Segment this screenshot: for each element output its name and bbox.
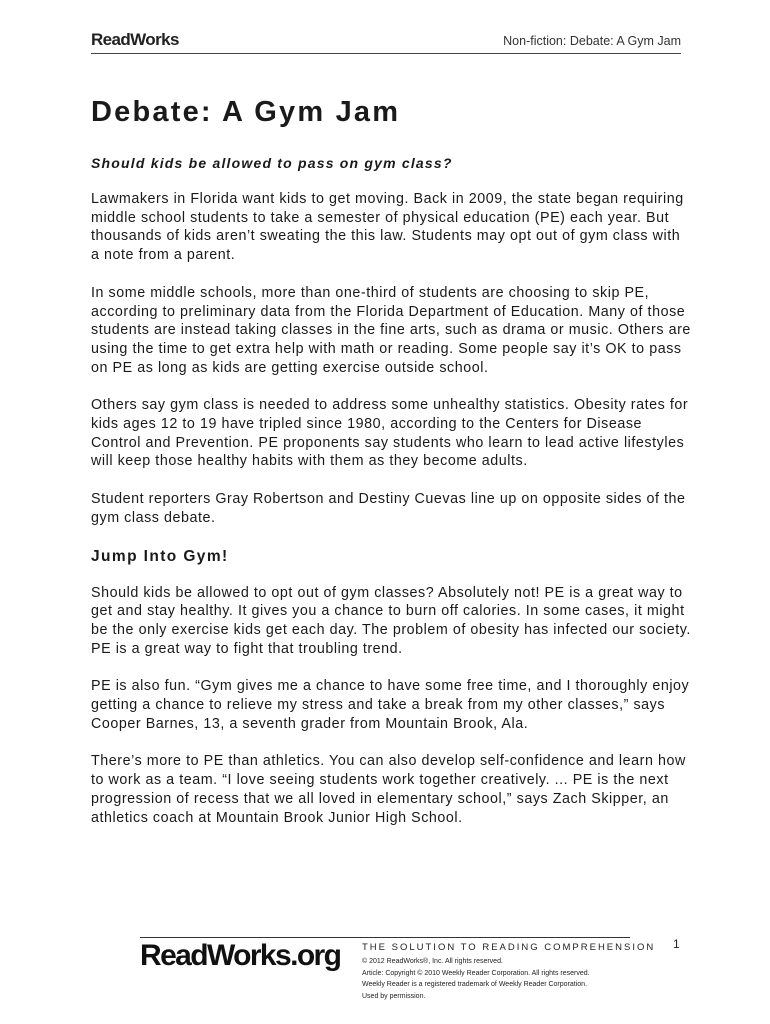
readworks-logo: ReadWorks [91, 30, 179, 49]
header-divider [91, 53, 681, 54]
copyright-line-2: Article: Copyright © 2010 Weekly Reader Corporation. All rights reserved. [362, 969, 590, 977]
intro-paragraph-1: Lawmakers in Florida want kids to get moving. Back in 2009, the state began requiring middle school students to take a semester of physical education (PE) each year. But thousands of kids aren’t sweating the this law. Students may opt out of gym class with a note from a parent. [91, 191, 684, 264]
page-number: 1 [673, 937, 680, 951]
intro-paragraph-4: Student reporters Gray Robertson and Destiny Cuevas line up on opposite sides of the gym class debate. [91, 491, 686, 526]
copyright-notice [362, 956, 662, 1002]
footer-tagline: THE SOLUTION TO READING COMPREHENSION [362, 942, 656, 953]
section-paragraph-3: There’s more to PE than athletics. You can also develop self-confidence and learn how to work as a team. “I love seeing students work together creatively. ... PE is the next progression of recess that we all loved in elementary school,” says Zach Skipper, an athletics coach at Mountain Brook Junior High School. [91, 753, 686, 826]
section-paragraph-2: PE is also fun. “Gym gives me a chance to have some free time, and I thoroughly enjoy getting a chance to relieve my stress and take a break from my other classes,” says Cooper Barnes, 13, a seventh grader from Mountain Brook, Ala. [91, 678, 690, 732]
intro-paragraph-3: Others say gym class is needed to address some unhealthy statistics. Obesity rates for kids ages 12 to 19 have tripled since 1980, according to the Centers for Disease Control and Prevention. PE proponents say students who learn to lead active lifestyles will keep those healthy habits with them as they become adults. [91, 397, 689, 470]
intro-paragraph-2: In some middle schools, more than one-third of students are choosing to skip PE, according to preliminary data from the Florida Department of Education. Many of those students are instead taking classes in the fine arts, such as drama or music. Others are using the time to get extra help with math or reading. Some people say it’s OK to pass on PE as long as kids are getting exercise outside school. [91, 284, 691, 376]
section-paragraph-1: Should kids be allowed to opt out of gym classes? Absolutely not! PE is a great way to get and stay healthy. It gives you a chance to burn off calories. In some cases, it might be the only exercise kids get each day. The problem of obesity has infected our society. PE is a great way to fight that troubling trend. [91, 584, 691, 657]
article-body [91, 94, 691, 846]
article-subtitle: Should kids be allowed to pass on gym class? [91, 155, 453, 171]
readworks-org-logo: ReadWorks.org [140, 939, 341, 972]
copyright-line-3: Weekly Reader is a registered trademark of Weekly Reader Corporation. [362, 981, 588, 988]
copyright-line-1: © 2012 ReadWorks®, Inc. All rights reserved. [362, 958, 503, 965]
section-heading: Jump Into Gym! [91, 547, 229, 565]
copyright-line-4: Used by permission. [362, 992, 426, 1000]
article-title: Debate: A Gym Jam [91, 96, 401, 128]
footer-divider [140, 937, 630, 938]
document-label: Non-fiction: Debate: A Gym Jam [503, 34, 681, 48]
